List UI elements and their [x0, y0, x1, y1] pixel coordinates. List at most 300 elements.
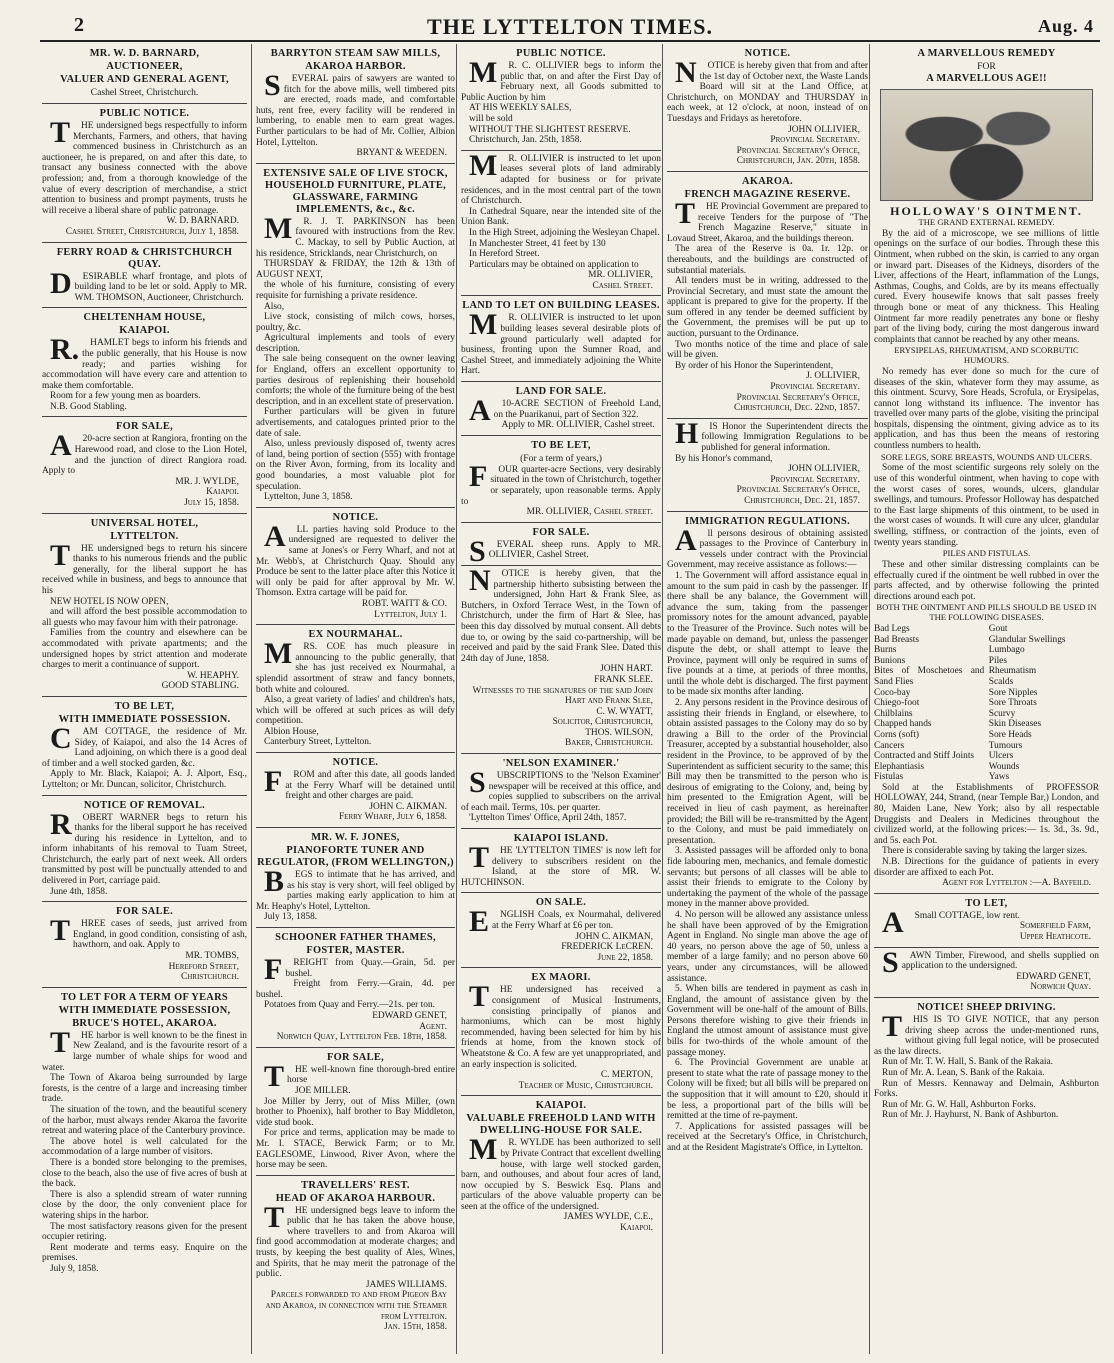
advert-paragraph: NOTICE is hereby given that from and after the 1st day of October next, the Waste Lands Board will sit at the Land Office, at Christchurch, on MONDAY and THURSDAY in each week, at 12 o'clock, at noon, instead of on Tuesdays and Fridays as heretofore.	[667, 56, 868, 124]
advert-paragraph: Particulars may be obtained on application to	[469, 259, 639, 270]
signature: Christchurch, Dec. 22nd, 1857.	[733, 403, 860, 414]
advert-paragraph: There is also a splendid stream of water running close by the door, the only convenient place for watering ships in the harbor.	[42, 1189, 247, 1221]
column-5	[869, 44, 1103, 1354]
advert-paragraph: Also,	[264, 301, 285, 312]
advert-headline: EXTENSIVE SALE OF LIVE STOCK, HOUSEHOLD FURNITURE, PLATE, GLASSWARE, FARMING IMPLEMENTS, &c., &c.	[263, 167, 448, 215]
advert-paragraph: July 13, 1858.	[264, 912, 318, 923]
masthead	[40, 14, 1100, 42]
advert-paragraph: Two months notice of the time and place of sale will be given.	[667, 339, 868, 361]
advert-headline: VALUABLE FREEHOLD LAND WITH DWELLING-HOUSE FOR SALE.	[466, 1113, 656, 1137]
advert-paragraph: AT HIS WEEKLY SALES,	[469, 103, 572, 114]
signature: Parcels forwarded to and from Pigeon Bay and Akaroa, in connection with the Steamer from Lyttelton.	[265, 1290, 447, 1322]
advert-paragraph: Joe Miller by Jerry, out of Miss Miller, (own brother to Phoenix), half brother to Bay Middleton, vide stud book.	[256, 1096, 455, 1128]
holloway-title: HOLLOWAY'S OINTMENT.	[890, 204, 1083, 218]
signature: Christchurch, Dec. 21, 1857.	[744, 495, 860, 506]
signature: W. HEAPHY.	[187, 670, 239, 681]
advert-headline: BRUCE'S HOTEL, AKAROA.	[72, 1017, 217, 1029]
advert-paragraph: THE undersigned begs respectfully to inform Merchants, Farmers, and others, that having commenced business in Christchurch as an auctioneer, he is prepared, on and after this date, to transact any business connected with the above profession; and, from a thorough knowledge of the value of every description of merchandise, a strict attention to business and prompt payments, trusts he will receive a liberal share of public patronage.	[42, 116, 247, 216]
signature: Cashel Street, Christchurch, July 1, 1858.	[65, 226, 239, 237]
advert-paragraph: All persons desirous of obtaining assisted passages to the Province of Canterbury in vessels under contract with the Provincial Government, may receive assistance as follows:—	[667, 523, 868, 571]
advert-paragraph: MRS. COE has much pleasure in announcing to the public generally, that she has just received ex Nourmahal, a splendid assortment of straw and fancy bonnets, both white and coloured.	[256, 637, 455, 695]
signature: Provincial Secretary.	[770, 474, 860, 485]
signature: THOS. WILSON,	[585, 727, 653, 738]
signature: MR. J. WYLDE,	[175, 476, 239, 487]
advert-paragraph: July 9, 1858.	[50, 1263, 99, 1274]
advert-paragraph: The situation of the town, and the beautiful scenery of the harbor, must always render Akaroa the favorite retreat and watering place of the Canterbury province.	[42, 1104, 247, 1137]
advert-paragraph: HIS Honor the Superintendent directs the following Immigration Regulations to be published for general information.	[675, 416, 868, 453]
list-item: Rheumatism	[988, 666, 1037, 677]
list-item: Yaws	[988, 772, 1010, 783]
advert-paragraph: 5. When bills are tendered in payment as cash in England, the amount of assistance given by the Government will be one-half of the amount of Bills. Persons therefore wishing to give their friends in England the utmost amount of assistance must give bills for two-thirds of the whole amount of the passage money.	[667, 984, 868, 1058]
signature: Agent.	[419, 1021, 447, 1032]
signature: FREDERICK LeCREN.	[561, 942, 653, 953]
list-item: Run of Messrs. Kennaway and Delmain, Ashburton Forks.	[874, 1078, 1099, 1100]
advert-paragraph: THE harbor is well known to be the finest in New Zealand, and is the favourite resort of a large number of whale ships for wood and water.	[42, 1025, 247, 1073]
advert-headline: ON SALE.	[535, 897, 587, 909]
signature: JAMES WYLDE, C.E.,	[563, 1212, 653, 1223]
advert-paragraph: SEVERAL pairs of sawyers are wanted to fitch for the above mills, well timbered pits are erected, roads made, and comfortable huts, rent free, every facility will be rendered in lumbering, to enable men to earn great wages. Further particulars to be had of Mr. Collier, Albion Hotel, Lyttelton.	[256, 69, 455, 148]
advert-paragraph: Also, a great variety of ladies' and children's hats, which will be offered at such prices as will defy competition.	[256, 695, 455, 727]
advert-paragraph: By the aid of a microscope, we see millions of little openings on the surface of our bodies. Through these this Ointment, when rubbed on the skin, is carried to any organ or inward part. Diseases of the Kidneys, disorders of the Liver, affections of the Heart, inflammation of the Lungs, Asthmas, Coughs, and Colds, are by its means effectually cured. Every housewife knows that salt passes freely through bone or meat of any thickness. This Healing Ointment far more readily penetrates any bone or fleshy part of the living body, curing the most dangerous inward complaints that cannot be reached by any other means.	[874, 228, 1099, 345]
advert-paragraph: THURSDAY & FRIDAY, the 12th & 13th of AUGUST NEXT,	[256, 259, 455, 280]
engraving-illustration	[880, 89, 1093, 201]
advert-paragraph: Also, unless previously disposed of, twenty acres of land, being portion of section (555) with frontage on the River Avon, forming, from its locality and good boundaries, a most valuable plot for speculation.	[256, 439, 455, 492]
section-heading: ERYSIPELAS, RHEUMATISM, AND SCORBUTIC HUMOURS.	[894, 345, 1079, 366]
column-1	[40, 44, 251, 1354]
advert-headline: 'NELSON EXAMINER.'	[502, 758, 620, 770]
advertisement	[42, 514, 247, 697]
advert-paragraph: CAM COTTAGE, the residence of Mr. Sidey, of Kaiapoi, and also the 14 Acres of Land adjoining, on which there is a good deal of timber and a well stocked garden, &c.	[42, 721, 247, 769]
advert-paragraph: Apply to Mr. Black, Kaiapoi; A. J. Alport, Esq., Lyttelton; or Mr. Duncan, solicitor, Christchurch.	[42, 769, 247, 790]
signature: Christchurch, Jan. 20th, 1858.	[736, 156, 860, 167]
advert-paragraph: June 4th, 1858.	[50, 886, 108, 897]
signature: Teacher of Music, Christchurch.	[518, 1080, 653, 1091]
newspaper-title: THE LYTTELTON TIMES.	[427, 14, 713, 39]
advert-paragraph: A20-acre section at Rangiora, fronting on the Harewood road, and close to the Lion Hotel, and the junction of direct Rangiora road. Apply to	[42, 429, 247, 477]
signature: Baker, Christchurch.	[565, 738, 653, 749]
advertisement	[256, 1176, 455, 1337]
column-4	[662, 44, 872, 1354]
list-item: Run of Mr. T. W. Hall, S. Bank of the Rakaia.	[882, 1057, 1053, 1068]
advert-paragraph: There is considerable saving by taking the larger sizes.	[882, 846, 1088, 857]
advert-paragraph: The above hotel is well calculated for the accommodation of a large number of visitors.	[42, 1136, 247, 1158]
advert-headline: MR. W. D. BARNARD,	[89, 48, 200, 59]
advert-headline: AKAROA.	[742, 175, 793, 187]
advert-headline: KAIAPOI ISLAND.	[513, 833, 609, 845]
advert-paragraph: The sale being consequent on the owner leaving for England, offers an excellent opportunity to parties desirous of replenishing their household comforts; the whole of the furniture being of the best description, and in an excellent state of preservation.	[256, 354, 455, 407]
list-item: Run of Mr. G. W. Hall, Ashburton Forks.	[882, 1099, 1036, 1110]
advert-paragraph: DESIRABLE wharf frontage, and plots of building land to be let or sold. Apply to MR. WM. THOMSON, Auctioneer, Christchurch.	[50, 266, 247, 303]
advert-headline: LYTTELTON.	[110, 530, 179, 542]
advert-headline: MR. W. F. JONES,	[311, 832, 400, 844]
signature: EDWARD GENET,	[372, 1010, 447, 1021]
signature: Christchurch.	[181, 972, 239, 983]
advertisement	[256, 828, 455, 928]
list-item: Lumbago	[988, 645, 1025, 656]
advertisement	[42, 104, 247, 243]
advert-paragraph: MR. OLLIVIER is instructed to let upon leases several plots of land admirably adapted for business or for private residences, and in the most central part of the town of Christchurch.	[461, 148, 661, 207]
signature: C. W. WYATT,	[596, 706, 653, 717]
signature: Somerfield Farm,	[1019, 921, 1091, 932]
list-item: Bad Legs	[874, 623, 910, 634]
advert-paragraph: Further particulars will be given in future advertisements, and catalogues printed prior to the date of sale.	[256, 407, 455, 439]
advert-headline: HEAD OF AKAROA HARBOUR.	[275, 1192, 436, 1204]
signature: Ferry Wharf, July 6, 1858.	[338, 812, 447, 823]
section-heading: BOTH THE OINTMENT AND PILLS SHOULD BE USED IN THE FOLLOWING DISEASES.	[876, 602, 1097, 623]
advertisement	[667, 44, 868, 172]
advertisement	[667, 172, 868, 419]
advert-paragraph: 7. Applications for assisted passages will be received at the Secretary's Office, in Christchurch, and at the Resident Magistrate's Office, in Lyttelton.	[667, 1121, 868, 1153]
advert-paragraph: In Manchester Street, 41 feet by 130	[469, 238, 606, 249]
advert-paragraph: THE undersigned has received a consignment of Musical Instruments, consisting principally of pianos and harmoniums, which can be most highly recommended, having been selected for him by his friends at home, from the known stock of Wheatstone & Co. A few are yet unappropriated, and an early inspection is solicited.	[461, 980, 661, 1070]
list-item: Wounds	[988, 761, 1020, 772]
agent-line: Agent for Lyttelton :—A. Bayfeild.	[942, 878, 1091, 889]
advert-paragraph: FOUR quarter-acre Sections, very desirably situated in the town of Christchurch, together or separately, upon reasonable terms. Apply to	[461, 459, 661, 507]
advert-paragraph: NEW HOTEL IS NOW OPEN,	[50, 596, 169, 607]
advertisement	[461, 296, 661, 382]
advert-paragraph: THE 'LYTTELTON TIMES' is now left for delivery to subscribers resident on the Island, at the store of MR. W. HUTCHINSON.	[461, 841, 661, 888]
advertisement	[256, 625, 455, 753]
advert-headline: A MARVELLOUS REMEDY	[917, 48, 1056, 59]
list-item: Scurvy	[988, 708, 1016, 719]
advert-headline: IMMIGRATION REGULATIONS.	[685, 515, 850, 527]
signature: July 15, 1858.	[184, 498, 239, 509]
advert-headline: LAND FOR SALE.	[515, 386, 607, 398]
list-item: Elephantiasis	[874, 761, 924, 772]
advert-paragraph: No remedy has ever done so much for the cure of diseases of the skin, whatever form they may assume, as this ointment. Scurvy, Sore Heads, Scrofula, or Erysipelas, cannot long withstand its influence. The inventor has travelled over many parts of the globe, visiting the principal hospitals, dispensing the ointment, giving advice as to its application, and has thus been the means of restoring countless numbers to health.	[874, 366, 1099, 452]
advert-headline: TO BE LET,	[531, 439, 591, 451]
list-item: Sore Nipples	[988, 687, 1038, 698]
advert-paragraph: JOE MILLER.	[295, 1085, 351, 1096]
signature: JOHN C. AIKMAN.	[369, 801, 447, 812]
signature: MR. OLLIVIER,	[588, 270, 653, 281]
signature: June 22, 1858.	[597, 952, 653, 963]
list-item: Burns	[874, 645, 897, 656]
advert-headline: FOR SALE,	[116, 421, 173, 433]
signature: Kaiapoi.	[206, 487, 239, 498]
advert-paragraph: Christchurch, Jan. 25th, 1858.	[469, 135, 582, 146]
advert-headline: FOSTER, MASTER.	[306, 945, 405, 956]
signature: Cashel Street.	[592, 280, 653, 291]
advertisement	[461, 893, 661, 968]
advert-paragraph: Some of the most scientific surgeons rely solely on the use of this wonderful ointment, when having to cope with the worst cases of sores, wounds, ulcers, glandular swellings, and tumours. Professor Holloway has despatched to the East large shipments of this ointment, to be used in the worst cases of wounds. It will cure any ulcer, glandular swelling, stiffness, or contraction of the joints, even of twenty years standing.	[874, 463, 1099, 548]
signature: Hereford Street,	[168, 961, 239, 972]
section-heading: PILES AND FISTULAS.	[942, 548, 1031, 559]
advertisement	[461, 754, 661, 829]
advert-paragraph: The Town of Akaroa being surrounded by large forests, is the centre of a large and increasing timber trade.	[42, 1073, 247, 1105]
advertisement	[461, 382, 661, 436]
signature: JOHN C. AIKMAN,	[575, 931, 653, 942]
advertisement	[42, 44, 247, 104]
advertisement	[256, 44, 455, 164]
list-item: Sore Heads	[988, 729, 1032, 740]
list-item: Run of Mr. J. Hayhurst, N. Bank of Ashburton.	[882, 1110, 1059, 1121]
advert-paragraph: FREIGHT from Quay.—Grain, 5d. per bushel.	[264, 953, 455, 986]
column-3	[456, 44, 665, 1354]
advertisement	[42, 988, 247, 1279]
timber-advert	[874, 945, 1099, 998]
advertisement	[256, 508, 455, 625]
advert-paragraph: 6. The Provincial Government are unable at present to state what the rate of passage money to the Colony will be fixed; but all bills will be prepared on the supposition that it will amount to £20, should it be less, a proportional part of the bills will be remitted at the time of re-payment.	[667, 1058, 868, 1122]
list-item: Sore Throats	[988, 698, 1037, 709]
signature: Provincial Secretary's Office,	[736, 485, 860, 496]
advert-paragraph: ALL parties having sold Produce to the undersigned are requested to deliver the same at Jones's or Ferry Wharf, and not at Mr. Webb's, at Christchurch Quay. Should any Produce be sent to the latter place after this Notice it will only be paid for after approval by Mr. W. Thomson. Extra cartage will be paid for.	[256, 519, 455, 599]
advert-subheading: Cashel Street, Christchurch.	[90, 87, 199, 98]
advert-headline: PIANOFORTE TUNER AND REGULATOR, (FROM WELLINGTON,)	[257, 845, 454, 869]
advert-paragraph: Agricultural implements and tools of every description.	[256, 333, 455, 354]
signature: MR. OLLIVIER, Cashel street.	[526, 507, 653, 518]
signature: MR. TOMBS,	[185, 951, 239, 962]
advert-paragraph: THE well-known fine thorough-bred entire horse	[264, 1059, 455, 1093]
list-item: Contracted and Stiff Joints	[874, 751, 975, 762]
advert-headline: FOR	[977, 61, 996, 72]
advert-headline: VALUER AND GENERAL AGENT,	[60, 74, 229, 85]
advertisement	[461, 148, 661, 297]
advertisement	[461, 829, 661, 893]
advert-paragraph: Apply to MR. OLLIVIER, Cashel street.	[501, 420, 655, 431]
list-item: Corns (soft)	[874, 729, 920, 740]
advert-paragraph: Live stock, consisting of milch cows, horses, poultry, &c.	[256, 312, 455, 333]
signature: J. OLLIVIER,	[806, 371, 860, 382]
advert-paragraph: The most satisfactory reasons given for the present occupier retiring.	[42, 1221, 247, 1243]
advertisement	[42, 796, 247, 903]
advertisement	[461, 563, 661, 754]
advert-headline: NOTICE.	[744, 48, 791, 59]
advert-paragraph: The area of the Reserve is 0a. 1r. 12p. or thereabouts, and the buildings are constructed of substantial materials.	[667, 244, 868, 276]
advertisement	[42, 417, 247, 513]
advert-headline: PUBLIC NOTICE.	[516, 48, 606, 59]
advert-headline: FERRY ROAD & CHRISTCHURCH QUAY.	[56, 246, 233, 270]
advert-headline: NOTICE.	[332, 511, 379, 523]
signature: Norwich Quay.	[1030, 982, 1091, 993]
advert-headline: NOTICE OF REMOVAL.	[83, 799, 206, 811]
advert-paragraph: Lyttelton, June 3, 1858.	[264, 492, 353, 503]
advert-headline: EX NOURMAHAL.	[308, 629, 403, 641]
signature: JOHN OLLIVIER,	[788, 464, 860, 475]
signature: Provincial Secretary.	[770, 382, 860, 393]
advert-headline: AKAROA HARBOR.	[305, 61, 406, 72]
advertisement	[42, 697, 247, 796]
advert-paragraph: SEVERAL sheep runs. Apply to MR. OLLIVIER, Cashel Street.	[469, 534, 661, 568]
advertisement	[667, 416, 868, 512]
advert-headline: KAIAPOI.	[119, 325, 170, 337]
advertisement	[256, 164, 455, 508]
advert-headline: UNIVERSAL HOTEL,	[90, 517, 199, 529]
advert-paragraph: Potatoes from Quay and Ferry.—21s. per ton.	[264, 1000, 435, 1011]
advert-paragraph: Families from the country and elsewhere can be accommodated with private apartments; and the undersigned hopes by strict attention and moderate charges to merit a continuance of support.	[42, 628, 247, 671]
advert-headline: TO LET FOR A TERM OF YEARS	[61, 991, 228, 1003]
page-number: 2	[74, 14, 84, 36]
disease-list-left	[874, 624, 984, 783]
advert-paragraph: In Cathedral Square, near the intended site of the Union Bank.	[461, 206, 661, 228]
advert-paragraph: By his Honor's command,	[675, 453, 773, 464]
advert-headline: KAIAPOI.	[535, 1100, 587, 1112]
advert-headline: EX MAORI.	[531, 972, 591, 984]
signature: Provincial Secretary's Office,	[736, 392, 860, 403]
advert-headline: A MARVELLOUS AGE!!	[926, 73, 1047, 84]
list-item: Cancers	[874, 740, 905, 751]
advert-paragraph: 3. Assisted passages will be afforded only to bona fide labouring men, mechanics, and female domestic servants; but persons of all classes will be able to assist their friends to emigrate to the Colony by undertaking the payment of the whole of the passage money in the manner above provided.	[667, 846, 868, 910]
list-item: Tumours	[988, 740, 1023, 751]
list-item: Run of Mr. A. Lean, S. Bank of the Rakaia.	[882, 1067, 1045, 1078]
advertisement	[461, 44, 661, 151]
signature: W. D. BARNARD.	[166, 216, 239, 227]
advert-paragraph: BEGS to intimate that he has arrived, and as his stay is very short, will feel obliged by parties making early application to him at Mr. Heaphy's Hotel, Lyttelton.	[256, 865, 455, 912]
signature: ROBT. WAITT & CO.	[361, 598, 447, 609]
list-item: Chilblains	[874, 708, 913, 719]
advert-paragraph: All tenders must be in writing, addressed to the Provincial Secretary, and must state the amount the applicant is prepared to give for the property. If the sum offered in any tender be deemed sufficient by the Government, the premises will be put up to auction, pursuant to the Ordinance.	[667, 276, 868, 340]
advert-headline: NOTICE! SHEEP DRIVING.	[917, 1001, 1056, 1013]
advert-headline: WITH IMMEDIATE POSSESSION,	[58, 1004, 231, 1016]
advert-paragraph: 'Lyttelton Times' Office, April 24th, 1857.	[469, 813, 627, 824]
advertisement	[667, 512, 868, 1158]
advert-paragraph: ROBERT WARNER begs to return his thanks for the liberal support he has received during his residence in Lyttelton, and to inform inhabitants of his removal to Tuam Street, Christchurch, the early part of next week. All orders transmitted by post will be punctually attended to and delivered in Port, carriage paid.	[42, 807, 247, 887]
advert-paragraph: In Hereford Street.	[469, 249, 540, 260]
signature: JOHN OLLIVIER,	[788, 124, 860, 135]
signature: JAMES WILLIAMS.	[365, 1279, 447, 1290]
advert-headline: LAND TO LET ON BUILDING LEASES.	[462, 300, 660, 312]
advert-headline: FRENCH MAGAZINE RESERVE.	[684, 188, 851, 200]
disease-list-right	[989, 624, 1099, 783]
advert-paragraph: N.B. Good Stabling.	[50, 401, 127, 412]
signature: Provincial Secretary.	[770, 135, 860, 146]
holloway-advert	[874, 44, 1099, 894]
column-2	[251, 44, 459, 1354]
advertisement	[461, 968, 661, 1096]
list-item: Chapped hands	[874, 719, 932, 730]
advertisement	[461, 523, 661, 566]
list-item: Coco-bay	[874, 687, 911, 698]
signature: BRYANT & WEEDEN.	[356, 148, 447, 159]
advert-paragraph: Room for a few young men as boarders.	[50, 391, 201, 402]
advert-paragraph: MR. C. OLLIVIER begs to inform the public that, on and after the First Day of February next, all Goods submitted to Public Auction by him	[461, 56, 661, 103]
advert-headline: CHELTENHAM HOUSE,	[83, 312, 206, 324]
list-item: Glandular Swellings	[988, 634, 1066, 645]
cottage-advert	[874, 894, 1099, 948]
advert-paragraph: and will afford the best possible accommodation to all guests who may favour him with their patronage.	[42, 607, 247, 628]
advert-paragraph: Rent moderate and terms easy. Enquire on the premises.	[42, 1242, 247, 1264]
advert-headline: BARRYTON STEAM SAW MILLS,	[270, 48, 441, 59]
signature: Norwich Quay, Lyttelton Feb. 18th, 1858.	[276, 1032, 447, 1043]
holloway-subtitle: THE GRAND EXTERNAL REMEDY.	[918, 217, 1055, 227]
advertisement	[256, 753, 455, 828]
advert-paragraph: THREE cases of seeds, just arrived from England, in good condition, consisting of ash, hawthorn, and oak. Apply to	[50, 914, 247, 951]
signature: Provincial Secretary's Office,	[736, 145, 860, 156]
signature: Solicitor, Christchurch,	[552, 717, 653, 728]
advert-subheading: (For a term of years,)	[520, 452, 602, 464]
list-item: Chiego-foot	[874, 698, 920, 709]
signature: FRANK SLEE.	[594, 674, 653, 685]
list-item: Fistulas	[874, 772, 904, 783]
advert-paragraph: MR. WYLDE has been authorized to sell by Private Contract that excellent dwelling house, with large well stocked garden, barn, and outhouses, and about four acres of land, now occupied by S. Beswick Esq. Plans and particulars of the above valuable property can be seen at the office of the undersigned.	[461, 1133, 661, 1212]
advert-paragraph: ASmall COTTAGE, low rent.	[882, 905, 1020, 939]
advert-headline: TRAVELLERS' REST.	[301, 1179, 410, 1191]
advert-headline: SCHOONER FATHER THAMES,	[275, 932, 436, 943]
advert-paragraph: NOTICE is hereby given, that the partnership hitherto subsisting between the undersigned, John Hart & Frank Slee, as Butchers, in Oxford Terrace West, in the Town of Christchurch, under the firm of Hart & Slee, has been this day dissolved by mutual consent. All debts due to, or owing by the said co-partnership, will be received and paid by the said Frank Slee. Dated this 24th day of June, 1858.	[461, 563, 661, 664]
advert-paragraph: 1. The Government will afford assistance equal in amount to the sum paid in cash by the passenger. If there shall be any balance, the Government will advance the sum, taking from the passenger promissory notes for the amount advanced, payable to the Treasurer of the Province. Such notes will be made payable on demand, but, unless the passenger dispute the debt, or shall attempt to leave the Province, payment will only be required in sums of five pounds at a time, at periods of three months, until the whole debt is discharged. The first payment to be made six months after landing.	[667, 570, 868, 698]
signature: Kaiapoi.	[620, 1223, 653, 1234]
advert-paragraph: R.HAMLET begs to inform his friends and the public generally, that his House is now ready; and parties wishing for accommodation will have every care and attention to make them comfortable.	[42, 333, 247, 391]
list-item: Scalds	[988, 676, 1014, 687]
list-item: Bunions	[874, 655, 906, 666]
advert-paragraph: will be sold	[469, 113, 513, 124]
advertisement	[256, 1048, 455, 1176]
advert-paragraph: A10-ACRE SECTION of Freehold Land, on the Puarikanui, part of Section 322.	[469, 394, 661, 428]
advert-paragraph: SUBSCRIPTIONS to the 'Nelson Examiner' newspaper will be received at this office, and copies supplied to subscribers on the arrival of each mail. Terms, 10s. per quarter.	[461, 766, 661, 813]
signature: JOHN HART.	[600, 664, 653, 675]
list-item: Piles	[988, 655, 1007, 666]
advert-paragraph: the whole of his furniture, consisting of every requisite for furnishing a private residence.	[256, 280, 455, 301]
signature: Upper Heathcote.	[1019, 932, 1091, 943]
advert-headline: AUCTIONEER,	[106, 61, 183, 72]
issue-date: Aug. 4	[1037, 16, 1094, 36]
advert-paragraph: By order of his Honor the Superintendent,	[675, 360, 834, 371]
signature: Witnesses to the signatures of the said John Hart and Frank Slee,	[472, 685, 653, 707]
signature: EDWARD GENET,	[1016, 971, 1091, 982]
list-item: Gout	[988, 623, 1008, 634]
sheep-notice	[874, 998, 1099, 1125]
advert-paragraph: Canterbury Street, Lyttelton.	[264, 737, 372, 748]
advert-headline: FOR SALE.	[116, 906, 173, 918]
advertisement	[461, 436, 661, 523]
signature: C. MERTON,	[600, 1070, 653, 1081]
list-item: Skin Diseases	[988, 719, 1042, 730]
advertisement	[42, 308, 247, 417]
advert-headline: NOTICE.	[332, 757, 379, 769]
advert-paragraph: N.B. Directions for the guidance of patients in every disorder are affixed to each Pot.	[874, 857, 1099, 878]
advert-paragraph: For price and terms, application may be made to Mr. I. STACE, Berwick Farm; or to Mr. EAGLESOME, Linwood, River Avon, where the horse may be seen.	[256, 1128, 455, 1171]
advert-headline: WITH IMMEDIATE POSSESSION.	[58, 713, 231, 725]
advert-paragraph: THE Provincial Government are prepared to receive Tenders for the purpose of "The French Magazine Reserve," situate in Lovaud Street, Akaroa, and the buildings thereon.	[667, 196, 868, 244]
advert-paragraph: THE undersigned begs to return his sincere thanks to his numerous friends and the public generally, for the liberal support he has received while in business, and begs to announce that his	[42, 538, 247, 596]
advert-headline: FOR SALE.	[532, 526, 590, 538]
advert-paragraph: MR. J. T. PARKINSON has been favoured with instructions from the Rev. C. Mackay, to sell by Public Auction, at his residence, Stricklands, near Christchurch, on	[256, 211, 455, 259]
list-item: Ulcers	[988, 751, 1014, 762]
section-heading: SORE LEGS, SORE BREASTS, WOUNDS AND ULCERS.	[880, 451, 1093, 462]
advert-paragraph: In the High Street, adjoining the Wesleyan Chapel.	[469, 227, 660, 238]
runs-list	[874, 1057, 1099, 1121]
advert-paragraph: 2. Any persons resident in the Province desirous of assisting their friends in England, or elsewhere, to obtain assisted passages to the Colony may do so by drawing a Bill to the order of the Provincial Treasurer, accepted by a substantial householder, also resident in the Province, to be approved of by the Superintendent as sufficient security to the same; this Bill may then be transmitted to the person who is desirous of emigrating to the Colony, and, being by him presented to the Emigration Agent, will be received in lieu of cash payment, as hereinafter provided; the Bill will be re-transmitted by the Agent to the Colony, and must be paid immediately on presentation.	[667, 698, 868, 846]
advertisement	[42, 902, 247, 988]
signature: Lyttelton, July 1.	[374, 609, 447, 620]
advertisement	[42, 243, 247, 309]
advert-paragraph: There is a bonded store belonging to the premises, close to the beach, also the use of five acres of bush at the back.	[42, 1157, 247, 1190]
advert-paragraph: THIS IS TO GIVE NOTICE, that any person driving sheep across the under-mentioned runs, without giving full legal notice, will be prosecuted as the law directs.	[874, 1009, 1099, 1057]
advert-paragraph: THE undersigned begs leave to inform the public that he has taken the above house, where travellers to and from Akaroa will find good accommodation at moderate charges; and trusts, by keeping the best quality of Ales, Wines, and Spirits, that he may merit the patronage of the public.	[256, 1200, 455, 1280]
advert-headline: PUBLIC NOTICE.	[99, 108, 190, 119]
advert-paragraph: 4. No person will be allowed any assistance unless he shall have been approved of by the Emigration Agent in England. No single man above the age of 40 years, no person above the age of 50, unless a member of a large family; and no person above 60 years, under any circumstances, will be allowed assistance.	[667, 909, 868, 984]
advert-paragraph: SAWN Timber, Firewood, and shells supplied on application to the undersigned.	[882, 945, 1099, 979]
list-item: Bites of Moschetoes and Sand Flies	[874, 666, 985, 687]
disease-list	[874, 624, 1099, 783]
advert-headline: TO LET,	[965, 897, 1008, 909]
signature: GOOD STABLING.	[161, 681, 239, 692]
advertisement	[256, 928, 455, 1048]
advert-paragraph: FROM and after this date, all goods landed at the Ferry Wharf will be detained until freight and other charges are paid.	[264, 765, 455, 802]
advert-paragraph: Albion House,	[264, 726, 319, 737]
advertisement	[461, 1096, 661, 1237]
advert-paragraph: WITHOUT THE SLIGHTEST RESERVE.	[469, 124, 631, 135]
advert-paragraph: These and other similar distressing complaints can be effectually cured if the ointment be well rubbed in over the parts affected, and by otherwise following the printed directions around each pot.	[874, 560, 1099, 602]
signature: Jan. 15th, 1858.	[384, 1322, 447, 1333]
advert-headline: TO BE LET,	[114, 700, 175, 712]
list-item: Bad Breasts	[874, 634, 920, 645]
advert-headline: FOR SALE,	[327, 1051, 384, 1063]
advert-paragraph: Sold at the Establishments of PROFESSOR HOLLOWAY, 244, Strand, (near Temple Bar,) London, and 80, Maiden Lane, New York; also by all respectable Druggists and Dealers in Medicines throughout the civilized world, at the following prices:— 1s. 3d., 3s. 9d., and 5s. each Pot.	[874, 782, 1099, 846]
advert-paragraph: ENGLISH Coals, ex Nourmahal, delivered at the Ferry Wharf at £6 per ton.	[469, 905, 661, 939]
advert-paragraph: Freight from Ferry.—Grain, 4d. per bushel.	[256, 979, 455, 1000]
advert-paragraph: MR. OLLIVIER is instructed to let upon building leases several desirable plots of ground particularly well adapted for business, fronting upon the Sumner Road, and Cashel Street, and immediately adjoining the White Hart.	[461, 308, 661, 377]
